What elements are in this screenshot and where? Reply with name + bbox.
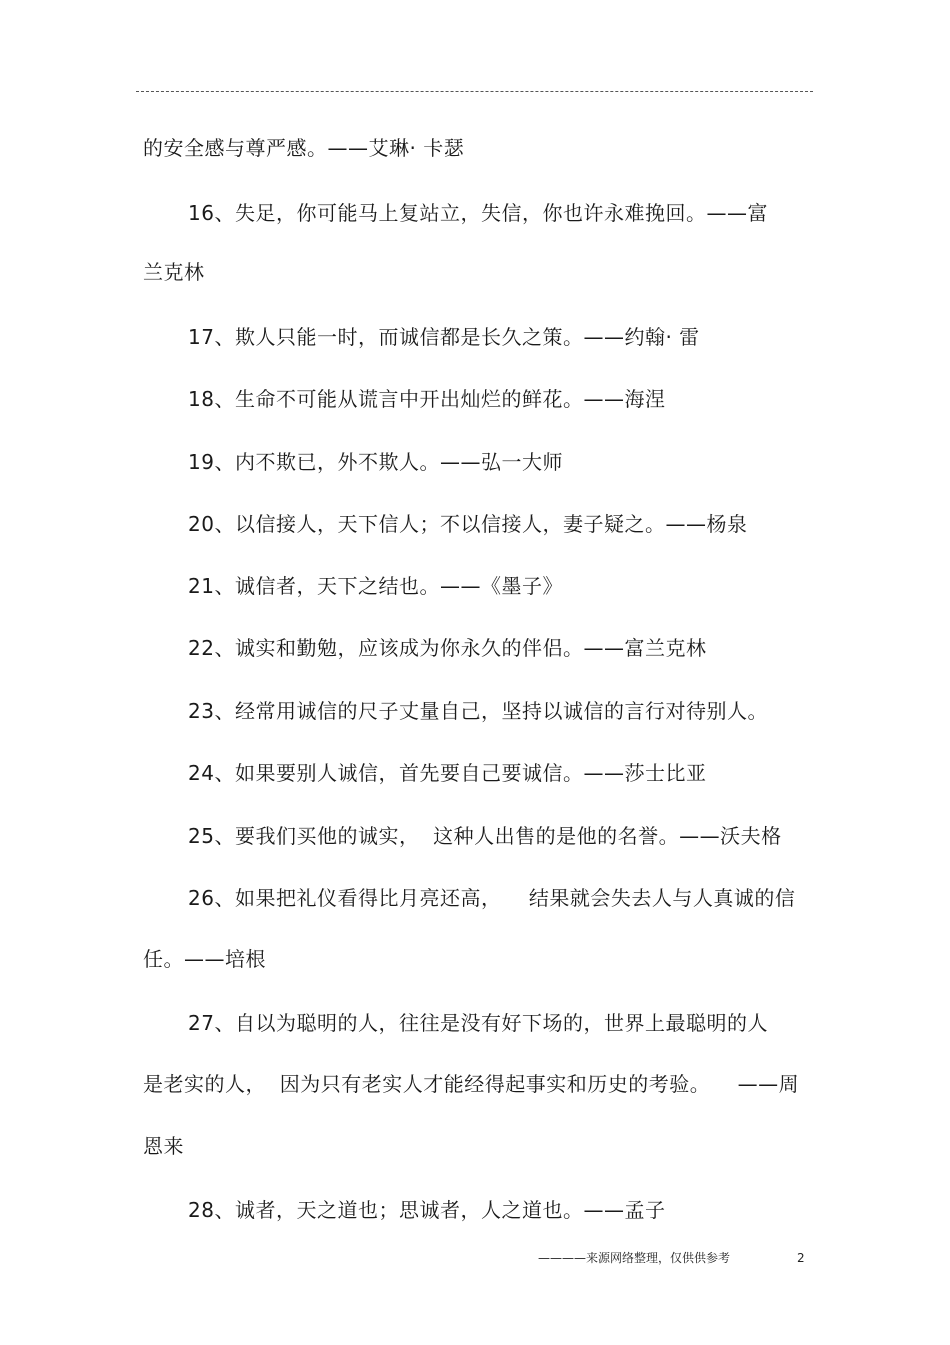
footer-source-note: ————来源网络整理，仅供供参考: [538, 1251, 731, 1265]
header-rule: [136, 91, 813, 92]
text-line: 恩来: [143, 1134, 184, 1158]
text-line: 兰克林: [143, 260, 205, 284]
text-line: 20、以信接人，天下信人；不以信接人，妻子疑之。——杨泉: [188, 512, 748, 536]
text-line: 22、诚实和勤勉，应该成为你永久的伴侣。——富兰克林: [188, 636, 707, 660]
text-line: 18、生命不可能从谎言中开出灿烂的鲜花。——海涅: [188, 387, 666, 411]
text-line: 28、诚者，天之道也；思诚者，人之道也。——孟子: [188, 1198, 666, 1222]
text-line: 25、要我们买他的诚实， 这种人出售的是他的名誉。——沃夫格: [188, 824, 782, 848]
text-line: 21、诚信者，天下之结也。——《墨子》: [188, 574, 563, 598]
text-line: 19、内不欺已，外不欺人。——弘一大师: [188, 450, 563, 474]
text-line: 26、如果把礼仪看得比月亮还高， 结果就会失去人与人真诚的信: [188, 886, 796, 910]
page-number: 2: [797, 1251, 805, 1265]
text-line: 的安全感与尊严感。——艾琳· 卡瑟: [143, 136, 465, 160]
text-line: 27、自以为聪明的人，往往是没有好下场的，世界上最聪明的人: [188, 1011, 768, 1035]
text-line: 16、失足，你可能马上复站立，失信，你也许永难挽回。——富: [188, 201, 768, 225]
text-line: 23、经常用诚信的尺子丈量自己，坚持以诚信的言行对待别人。: [188, 699, 768, 723]
text-line: 17、欺人只能一时，而诚信都是长久之策。——约翰· 雷: [188, 325, 700, 349]
text-line: 任。——培根: [143, 947, 266, 971]
text-line: 是老实的人， 因为只有老实人才能经得起事实和历史的考验。 ——周: [143, 1072, 800, 1096]
text-line: 24、如果要别人诚信，首先要自己要诚信。——莎士比亚: [188, 761, 707, 785]
